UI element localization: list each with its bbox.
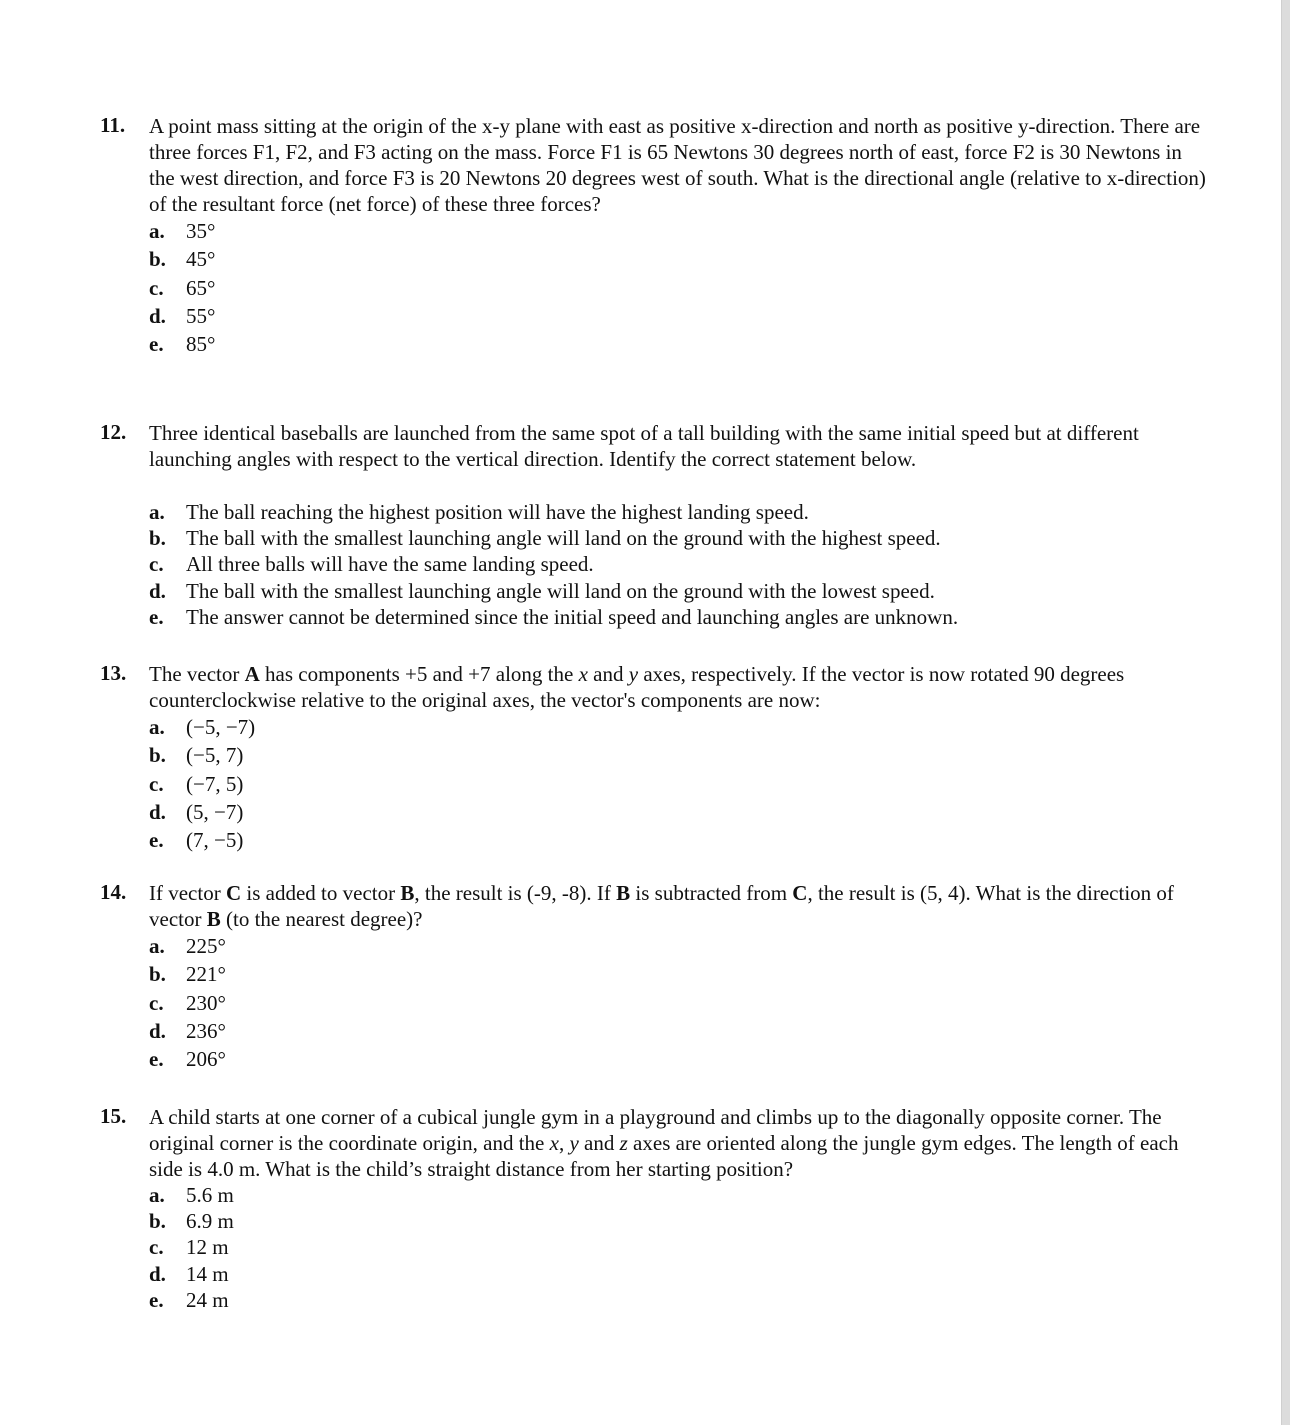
question-text xyxy=(149,1104,1210,1182)
option-text: 221° xyxy=(186,962,226,987)
text-segment: The vector xyxy=(149,662,245,686)
option-text: (−7, 5) xyxy=(186,771,244,796)
option-text: 45° xyxy=(186,247,216,272)
vector-symbol: C xyxy=(792,881,808,905)
option-letter: e. xyxy=(149,1287,164,1312)
option-letter: b. xyxy=(149,1209,166,1234)
axis-symbol: y xyxy=(628,662,639,686)
option-text: (−5, −7) xyxy=(186,715,256,739)
option-text: 55° xyxy=(186,303,216,328)
option-text: 24 m xyxy=(186,1287,229,1312)
question-number: 15. xyxy=(100,1104,127,1128)
option-text: 65° xyxy=(186,275,216,300)
option-text: All three balls will have the same landing speed. xyxy=(186,552,594,577)
option-text: 35° xyxy=(186,219,216,243)
option-b xyxy=(149,525,1210,551)
option-letter: c. xyxy=(149,552,164,577)
text-segment: , xyxy=(558,1131,570,1155)
text-segment: axes are oriented along the jungle gym edges. The length of each side is 4.0 m. What is the child’s straight distance from her starting position? xyxy=(149,1131,1179,1181)
option-text: 14 m xyxy=(186,1261,229,1286)
option-text: The ball with the smallest launching angle will land on the ground with the lowest speed. xyxy=(186,578,935,603)
option-letter: b. xyxy=(149,743,166,768)
option-text: 225° xyxy=(186,934,226,958)
option-letter: c. xyxy=(149,275,164,300)
option-c xyxy=(149,770,1210,798)
question-text xyxy=(149,880,1210,932)
option-d xyxy=(149,302,1210,330)
option-b xyxy=(149,741,1210,769)
option-text: 12 m xyxy=(186,1235,229,1260)
option-letter: d. xyxy=(149,1018,166,1043)
option-b xyxy=(149,960,1210,988)
option-letter: e. xyxy=(149,332,164,357)
option-b xyxy=(149,1208,1210,1234)
question-number: 11. xyxy=(100,113,126,137)
option-letter: a. xyxy=(149,500,165,524)
option-a xyxy=(149,932,1210,960)
text-segment: , the result is (-9, -8). If xyxy=(414,881,617,905)
option-d xyxy=(149,578,1210,604)
option-letter: a. xyxy=(149,715,165,739)
option-letter: a. xyxy=(149,219,165,243)
option-e xyxy=(149,604,1210,630)
options xyxy=(149,499,1210,630)
option-letter: c. xyxy=(149,990,164,1015)
axis-symbol: y xyxy=(569,1131,579,1155)
options xyxy=(149,217,1210,358)
option-letter: a. xyxy=(149,1183,165,1207)
options xyxy=(149,1182,1210,1313)
option-text: 206° xyxy=(186,1047,226,1072)
option-a xyxy=(149,1182,1210,1208)
question-number: 12. xyxy=(100,420,127,444)
option-letter: a. xyxy=(149,934,165,958)
option-text: (−5, 7) xyxy=(186,743,244,768)
option-d xyxy=(149,1017,1210,1045)
option-letter: e. xyxy=(149,828,164,853)
option-b xyxy=(149,245,1210,273)
option-letter: d. xyxy=(149,1261,166,1286)
option-letter: c. xyxy=(149,1235,164,1260)
option-letter: d. xyxy=(149,578,166,603)
question-number: 14. xyxy=(100,880,127,904)
option-e xyxy=(149,1287,1210,1313)
question-14 xyxy=(100,880,1210,1073)
text-segment: (to the nearest degree)? xyxy=(220,907,423,931)
option-letter: e. xyxy=(149,604,164,629)
option-text: The ball reaching the highest position will have the highest landing speed. xyxy=(186,500,809,524)
option-d xyxy=(149,798,1210,826)
option-a xyxy=(149,499,1210,525)
option-a xyxy=(149,217,1210,245)
vector-symbol: C xyxy=(225,881,242,905)
question-number: 13. xyxy=(100,661,127,685)
option-text: 236° xyxy=(186,1018,226,1043)
option-letter: c. xyxy=(149,771,164,796)
option-text: 5.6 m xyxy=(186,1183,234,1207)
option-letter: d. xyxy=(149,303,166,328)
text-segment: A child starts at one corner of a cubical jungle gym in a playground and climbs up to the diagonally opposite corner. The original corner is the coordinate origin, and the xyxy=(149,1105,1162,1155)
vector-symbol: B xyxy=(206,907,221,931)
option-letter: b. xyxy=(149,962,166,987)
question-13 xyxy=(100,661,1210,854)
options xyxy=(149,713,1210,854)
axis-symbol: x xyxy=(549,1131,559,1155)
option-c xyxy=(149,274,1210,302)
text-segment: , the result is (5, 4). What is the direction of vector xyxy=(149,881,1174,931)
option-text: 230° xyxy=(186,990,226,1015)
option-c xyxy=(149,1234,1210,1260)
text-segment: axes, respectively. If the vector is now rotated 90 degrees counterclockwise relative to the original axes, the vector's components are now: xyxy=(149,662,1125,712)
vector-symbol: B xyxy=(400,881,415,905)
question-text: A point mass sitting at the origin of the x-y plane with east as positive x-direction and north as positive y-direction. There are three forces F1, F2, and F3 acting on the mass. Force F1 is 65 Newtons 30 degrees north of east, force F2 is 30 Newtons in the west direction, and force F3 is 20 Newtons 20 degrees west of south. What is the directional angle (relative to x-direction) of the resultant force (net force) of these three forces? xyxy=(149,114,1206,216)
question-15 xyxy=(100,1104,1210,1313)
axis-symbol: z xyxy=(619,1131,628,1155)
option-text: 6.9 m xyxy=(186,1209,234,1234)
text-segment: is subtracted from xyxy=(630,881,793,905)
option-a xyxy=(149,713,1210,741)
option-text: The ball with the smallest launching angle will land on the ground with the highest speed. xyxy=(186,526,941,551)
option-letter: d. xyxy=(149,799,166,824)
text-segment: If vector xyxy=(149,881,226,905)
option-e xyxy=(149,826,1210,854)
text-segment: has components +5 and +7 along the xyxy=(259,662,579,686)
question-11 xyxy=(100,113,1210,358)
option-text: 85° xyxy=(186,332,216,357)
question-text: Three identical baseballs are launched from the same spot of a tall building with the same initial speed but at different launching angles with respect to the vertical direction. Identify the correct statement below. xyxy=(149,421,1139,471)
option-e xyxy=(149,330,1210,358)
option-c xyxy=(149,989,1210,1017)
question-text xyxy=(149,661,1210,713)
option-letter: b. xyxy=(149,526,166,551)
option-letter: b. xyxy=(149,247,166,272)
option-text: The answer cannot be determined since the initial speed and launching angles are unknown. xyxy=(186,604,959,629)
text-segment: and xyxy=(587,662,629,686)
option-c xyxy=(149,551,1210,577)
axis-symbol: x xyxy=(578,662,588,686)
option-d xyxy=(149,1261,1210,1287)
page-edge xyxy=(1281,0,1290,1425)
vector-symbol: B xyxy=(616,881,631,905)
question-12 xyxy=(100,420,1210,630)
text-segment: is added to vector xyxy=(241,881,401,905)
option-e xyxy=(149,1045,1210,1073)
option-letter: e. xyxy=(149,1047,164,1072)
option-text: (5, −7) xyxy=(186,799,244,824)
options xyxy=(149,932,1210,1073)
vector-symbol: A xyxy=(244,662,260,686)
text-segment: and xyxy=(578,1131,620,1155)
option-text: (7, −5) xyxy=(186,828,244,853)
